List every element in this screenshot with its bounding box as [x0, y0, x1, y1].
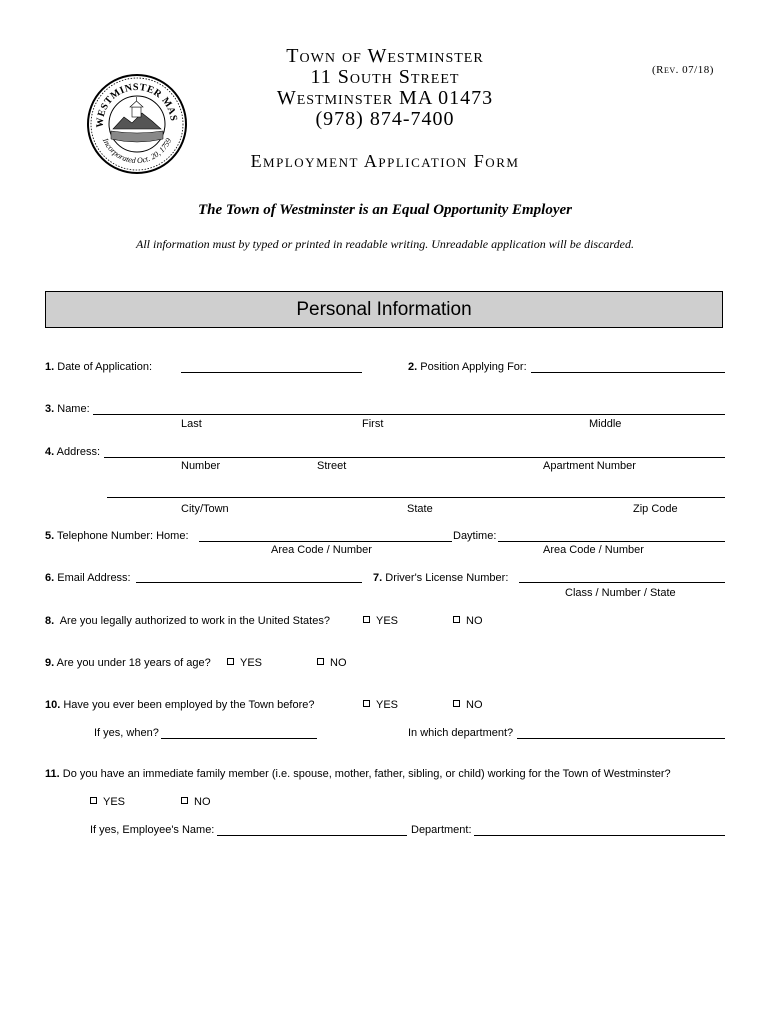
- header-address-block: [200, 46, 570, 130]
- address-sub-street: Street: [317, 460, 347, 472]
- phone-sub-area-1: Area Code / Number: [271, 544, 372, 556]
- q3-label: 3. Name:: [45, 403, 90, 415]
- q8-no-option[interactable]: NO: [453, 615, 483, 627]
- q10-label: 10. Have you ever been employed by the Town before?: [45, 699, 315, 711]
- q5-label: 5. Telephone Number: Home:: [45, 530, 189, 542]
- q8-label: 8. Are you legally authorized to work in the United States?: [45, 615, 330, 627]
- phone-sub-area-2: Area Code / Number: [543, 544, 644, 556]
- checkbox-icon[interactable]: [453, 700, 460, 707]
- name-sub-last: Last: [181, 418, 202, 430]
- address-sub-zip: Zip Code: [633, 503, 678, 515]
- q11-no-option[interactable]: NO: [181, 796, 211, 808]
- readability-notice: All information must by typed or printed in readable writing. Unreadable application will be discarded.: [136, 237, 634, 251]
- address-line-1-field[interactable]: [104, 457, 725, 458]
- employed-department-field[interactable]: [517, 738, 725, 739]
- q4-label: 4. Address:: [45, 446, 101, 458]
- q10-dept-label: In which department?: [408, 727, 514, 739]
- checkbox-icon[interactable]: [453, 616, 460, 623]
- checkbox-icon[interactable]: [363, 700, 370, 707]
- address-line-2-field[interactable]: [107, 497, 725, 498]
- section-title: Personal Information: [296, 299, 472, 320]
- position-applying-field[interactable]: [531, 372, 725, 373]
- svg-text:Incorporated Oct. 20, 1759: Incorporated Oct. 20, 1759: [100, 136, 174, 166]
- q8-yes-option[interactable]: YES: [363, 615, 398, 627]
- town-city: Westminster MA 01473: [276, 87, 494, 109]
- q10-no-option[interactable]: NO: [453, 699, 483, 711]
- form-title: Employment Application Form: [250, 151, 520, 171]
- name-sub-middle: Middle: [589, 418, 622, 430]
- checkbox-icon[interactable]: [227, 658, 234, 665]
- q10-yes-option[interactable]: YES: [363, 699, 398, 711]
- revision-label: (Rev. 07/18): [652, 64, 714, 76]
- town-phone: (978) 874-7400: [315, 108, 455, 130]
- q1-label: 1. Date of Application:: [45, 361, 153, 373]
- q7-label: 7. Driver's License Number:: [373, 572, 509, 584]
- q9-yes-option[interactable]: YES: [227, 657, 262, 669]
- home-phone-field[interactable]: [199, 541, 452, 542]
- town-street: 11 South Street: [310, 66, 460, 88]
- daytime-phone-field[interactable]: [498, 541, 725, 542]
- q9-label: 9. Are you under 18 years of age?: [45, 657, 211, 669]
- q11-yes-option[interactable]: YES: [90, 796, 125, 808]
- address-sub-state: State: [407, 503, 433, 515]
- email-field[interactable]: [136, 582, 362, 583]
- section-banner-personal-information: [45, 291, 723, 328]
- employee-name-field[interactable]: [217, 835, 407, 836]
- daytime-label: Daytime:: [453, 530, 497, 542]
- checkbox-icon[interactable]: [317, 658, 324, 665]
- checkbox-icon[interactable]: [363, 616, 370, 623]
- address-sub-city: City/Town: [181, 503, 229, 515]
- q11-dept-label: Department:: [411, 824, 472, 836]
- q2-label: 2. Position Applying For:: [408, 361, 527, 373]
- name-sub-first: First: [362, 418, 384, 430]
- employed-when-field[interactable]: [161, 738, 317, 739]
- date-of-application-field[interactable]: [181, 372, 362, 373]
- q6-label: 6. Email Address:: [45, 572, 131, 584]
- address-sub-apt: Apartment Number: [543, 460, 636, 472]
- address-sub-number: Number: [181, 460, 221, 472]
- svg-text:WESTMINSTER MASS: WESTMINSTER MAS: [94, 81, 179, 128]
- q10-when-label: If yes, when?: [94, 727, 159, 739]
- q11-employee-name-label: If yes, Employee's Name:: [90, 824, 215, 836]
- name-field[interactable]: [93, 414, 725, 415]
- checkbox-icon[interactable]: [181, 797, 188, 804]
- q9-no-option[interactable]: NO: [317, 657, 347, 669]
- q11-label: 11. Do you have an immediate family member (i.e. spouse, mother, father, sibling, or child) working for the Town of Westminster?: [45, 768, 671, 780]
- town-name: Town of Westminster: [286, 45, 484, 67]
- drivers-license-field[interactable]: [519, 582, 725, 583]
- license-sub: Class / Number / State: [565, 587, 676, 599]
- employee-department-field[interactable]: [474, 835, 725, 836]
- checkbox-icon[interactable]: [90, 797, 97, 804]
- eeo-statement: The Town of Westminster is an Equal Opportunity Employer: [198, 202, 572, 218]
